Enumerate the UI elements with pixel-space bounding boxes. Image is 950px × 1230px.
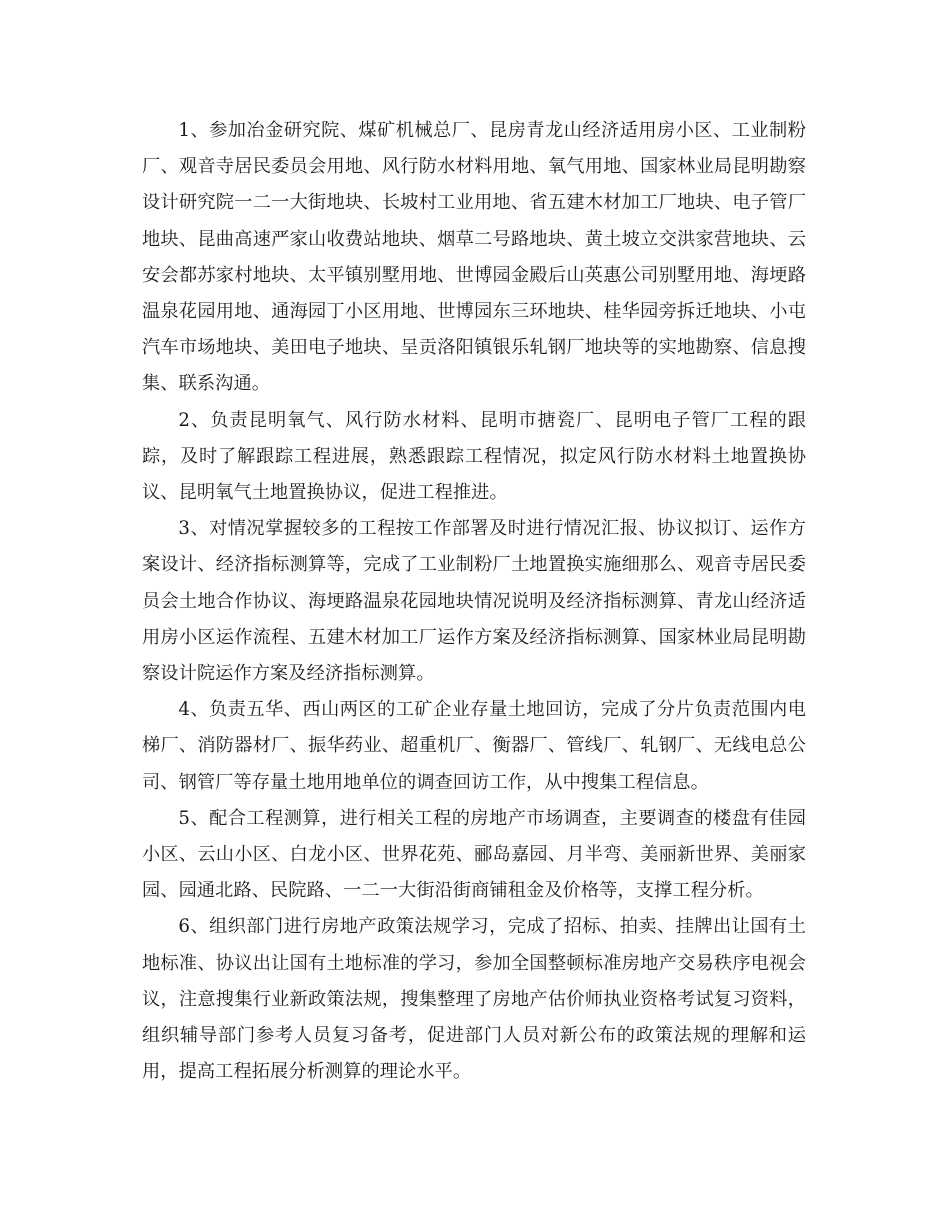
paragraph-3: 3、对情况掌握较多的工程按工作部署及时进行情况汇报、协议拟订、运作方案设计、经济指标测算等，完成了工业制粉厂土地置换实施细那么、观音寺居民委员会土地合作协议、海埂路温泉花园地块情况说明及经济指标测算、青龙山经济适用房小区运作流程、五建木材加工厂运作方案及经济指标测算、国家林业局昆明勘察设计院运作方案及经济指标测算。 [142,518,806,685]
paragraph-6: 6、组织部门进行房地产政策法规学习，完成了招标、拍卖、挂牌出让国有土地标准、协议出让国有土地标准的学习，参加全国整顿标准房地产交易秩序电视会议，注意搜集行业新政策法规，搜集整理了房地产估价师执业资格考试复习资料，组织辅导部门参考人员复习备考，促进部门人员对新公布的政策法规的理解和运用，提高工程拓展分析测算的理论水平。 [142,916,806,1083]
paragraph-1: 1、参加冶金研究院、煤矿机械总厂、昆房青龙山经济适用房小区、工业制粉厂、观音寺居民委员会用地、风行防水材料用地、氧气用地、国家林业局昆明勘察设计研究院一二一大街地块、长坡村工业用地、省五建木材加工厂地块、电子管厂地块、昆曲高速严家山收费站地块、烟草二号路地块、黄土坡立交洪家营地块、云安会都苏家村地块、太平镇别墅用地、世博园金殿后山英惠公司别墅用地、海埂路温泉花园用地、通海园丁小区用地、世博园东三环地块、桂华园旁拆迁地块、小屯汽车市场地块、美田电子地块、呈贡洛阳镇银乐轧钢厂地块等的实地勘察、信息搜集、联系沟通。 [142,120,806,395]
document-body [142,113,806,1090]
paragraph-4: 4、负责五华、西山两区的工矿企业存量土地回访，完成了分片负责范围内电梯厂、消防器材厂、振华药业、超重机厂、衡器厂、管线厂、轧钢厂、无线电总公司、钢管厂等存量土地用地单位的调查回访工作，从中搜集工程信息。 [142,699,806,793]
paragraph-5: 5、配合工程测算，进行相关工程的房地产市场调查，主要调查的楼盘有佳园小区、云山小区、白龙小区、世界花苑、郦岛嘉园、月半弯、美丽新世界、美丽家园、园通北路、民院路、一二一大街沿街商铺租金及价格等，支撑工程分析。 [142,807,806,902]
paragraph-2: 2、负责昆明氧气、风行防水材料、昆明市搪瓷厂、昆明电子管厂工程的跟踪，及时了解跟踪工程进展，熟悉跟踪工程情况，拟定风行防水材料土地置换协议、昆明氧气土地置换协议，促进工程推进。 [142,409,806,504]
